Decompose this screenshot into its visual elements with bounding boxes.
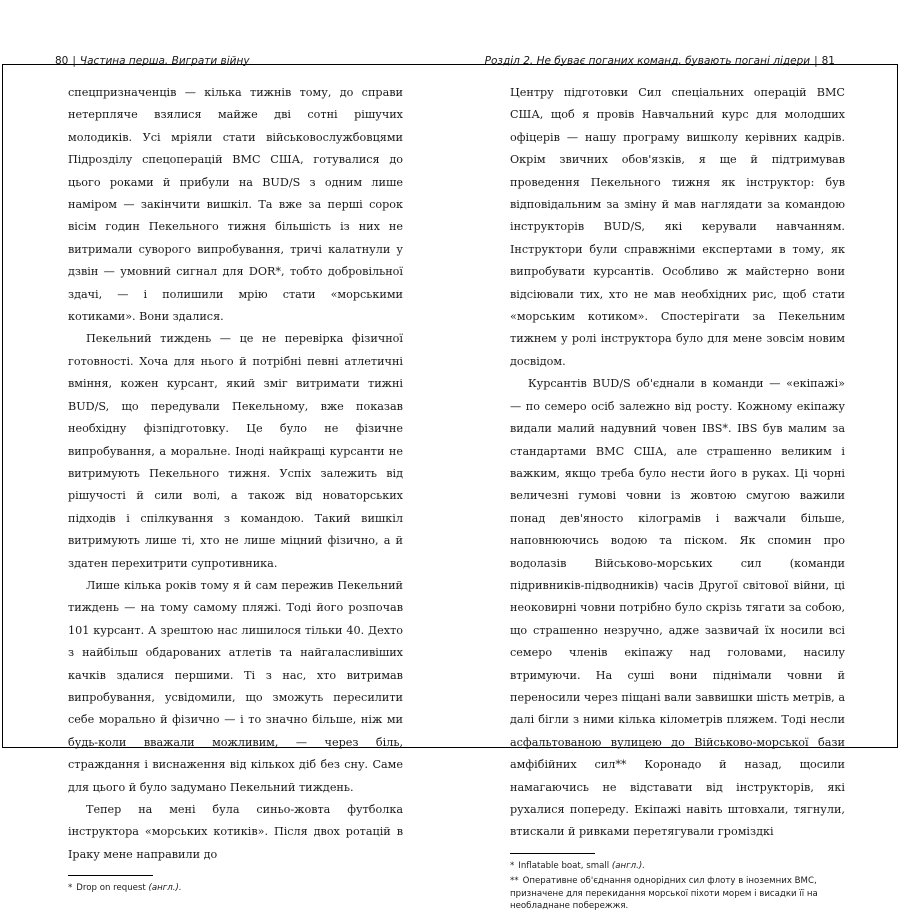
paragraph: Лише кілька років тому я й сам пережив Пекельний тиждень — на тому самому пляжі. Тоді його розпочав 101 курсант. А зрештою нас лишилося тільки 40. Дехто з найбільш обдарованих атлетів та найгаласливіших качків здалися першими. Ті з нас, хто витримав випробування, усвідомили, що зможуть пересилити себе морально й фізично — і то значно більше, ніж ми будь-коли вважали можливим, — через біль, страждання і виснаження від кількох діб без сну. Саме для цього й було задумано Пекельний тиждень. bbox=[68, 578, 403, 794]
paragraph: спецпризначенців — кілька тижнів тому, до справи нетерпляче взялися майже дві сотні рішучих молодиків. Усі мріяли стати військовослужбовцями Підрозділу спецоперацій ВМС США, готувалися до цього роками й прибули на BUD/S з одним лише наміром — закінчити вишкіл. Та вже за перші сорок вісім годин Пекельного тижня більшість із них не витримали суворого випробування, тричі калатнули у дзвін — умовний сигнал для DOR*, тобто добровільної здачі, — і полишили мрію стати «морськими котиками». Вони здалися. bbox=[68, 86, 403, 324]
footnote-text: Inflatable boat, small bbox=[518, 860, 610, 871]
footnote-mark: * bbox=[510, 860, 515, 871]
footnote-divider bbox=[68, 875, 153, 876]
paragraph: Курсантів BUD/S об'єднали в команди — «екіпажі» — по семеро осіб залежно від росту. Кожному екіпажу видали малий надувний човен IBS*. IBS був малим за стандартами ВМС США, але страшенно великим і важким, якщо треба було нести його в руках. Ці чорні величезні гумові човни із жовтою смугою важили понад дев'яносто кілограмів і важчали більше, наповнюючись водою та піском. Як спомин про водолазів Військово-морських сил (команди підривників-підводників) часів Другої світової війни, ці неоковирні човни потрібно було скрізь тягати за собою, що страшенно незручно, адже зазвичай їх носили всі семеро членів екіпажу над головами, насилу втримуючи. На суші вони піднімали човни й переносили через піщані вали заввишки шість метрів, а далі бігли з ними кілька кілометрів пляжем. Тоді несли асфальтованою вулицею до Військово-морської бази амфібійних сил** Коронадо й назад, щосили намагаючись не відставати від інструкторів, які рухалися попереду. Екіпажі навіть штовхали, тягнули, втискали й ривками перетягували громіздкі bbox=[510, 377, 845, 839]
left-running-head: 80 | Частина перша. Виграти війну bbox=[55, 55, 250, 67]
footnote bbox=[68, 882, 403, 895]
paragraph: Тепер на мені була синьо-жовта футболка інструктора «морських котиків». Після двох ротацій в Іраку мене направили до bbox=[68, 803, 403, 861]
paragraph: Центру підготовки Сил спеціальних операцій ВМС США, щоб я провів Навчальний курс для молодших офіцерів — нашу програму вишколу керівних кадрів. Окрім звичних обов'язків, я ще й підтримував проведення Пекельного тижня як інструктор: був відповідальним за зміну й мав наглядати за командою інструкторів BUD/S, які керували навчанням. Інструктори були справжніми експертами в тому, як випробувати курсантів. Особливо ж майстерно вони відсіювали тих, хто не мав необхідних рис, щоб стати «морським котиком». Спостерігати за Пекельним тижнем у ролі інструктора було для мене зовсім новим досвідом. bbox=[510, 86, 845, 368]
footnote-mark: ** bbox=[510, 876, 519, 887]
footnote bbox=[510, 860, 845, 873]
left-page-number: 80 bbox=[55, 55, 69, 67]
footnote-divider bbox=[510, 853, 595, 854]
footnote-lang: (англ.). bbox=[148, 883, 182, 894]
footnote-mark: * bbox=[68, 883, 73, 894]
right-page-number: 81 bbox=[821, 55, 835, 67]
footnote-lang: (англ.). bbox=[611, 860, 645, 871]
footnote-text: Drop on request bbox=[76, 883, 146, 894]
left-page bbox=[68, 82, 403, 898]
footnote bbox=[510, 875, 845, 913]
paragraph: Пекельний тиждень — це не перевірка фізичної готовності. Хоча для нього й потрібні певні атлетичні вміння, кожен курсант, який зміг витримати тижні BUD/S, що передували Пекельному, вже показав необхідну фізпідготовку. Це було не фізичне випробування, а моральне. Іноді найкращі курсанти не витримують Пекельного тижня. Успіх залежить від рішучості й сили волі, а також від новаторських підходів і спілкування з командою. Такий вишкіл витримують лише ті, хто не лише міцний фізично, а й здатен перехитрити супротивника. bbox=[68, 332, 403, 570]
right-page bbox=[510, 82, 845, 916]
right-running-title: Розділ 2. Не буває поганих команд, бувають погані лідери bbox=[484, 55, 811, 67]
right-running-head: Розділ 2. Не буває поганих команд, бувають погані лідери | 81 bbox=[484, 55, 835, 67]
left-running-title: Частина перша. Виграти війну bbox=[79, 55, 250, 67]
footnote-text: Оперативне об'єднання однорідних сил флоту в іноземних ВМС, призначене для перекидання морської піхоти морем і висадки її на необладнане побережжя. bbox=[510, 876, 818, 912]
